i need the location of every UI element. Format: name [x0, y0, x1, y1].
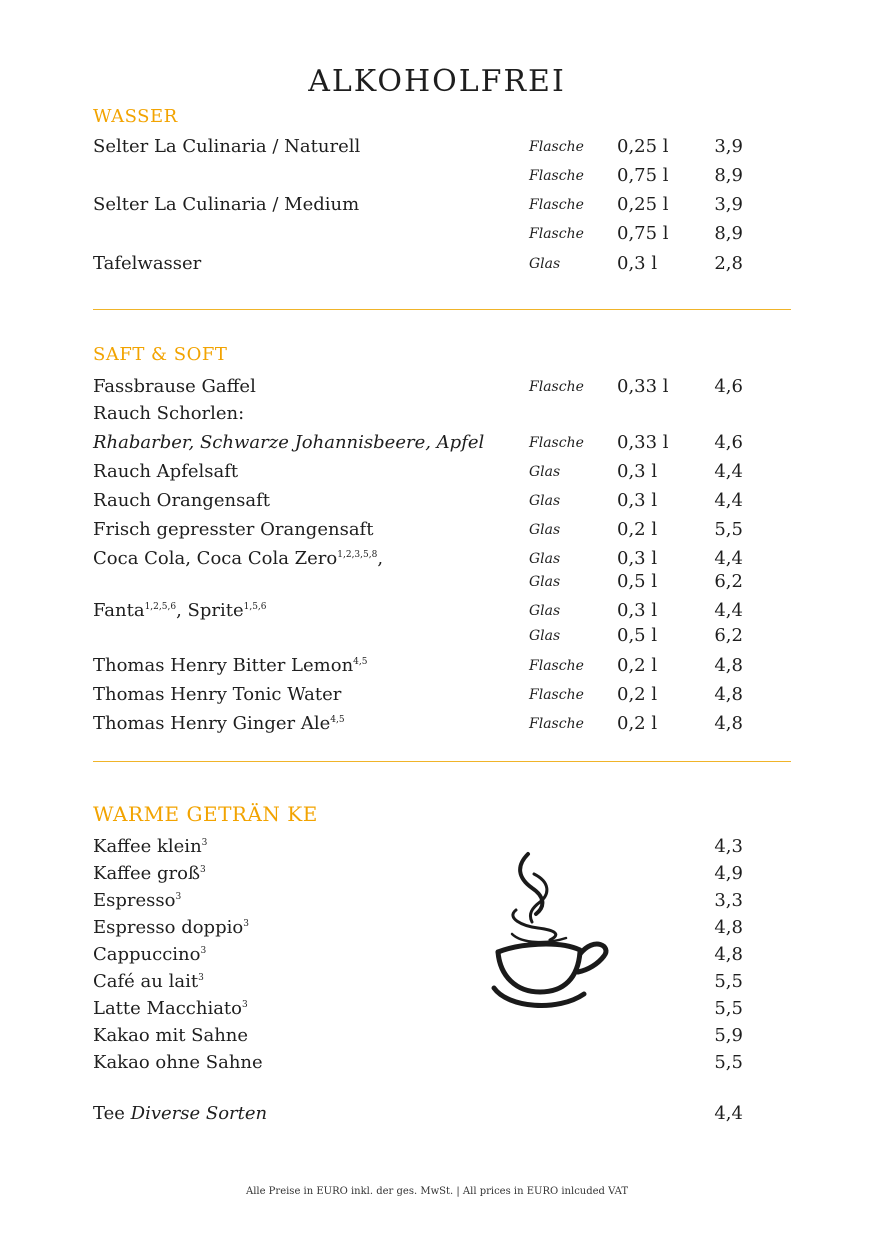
additive-footnote: 1,2,5,6	[144, 602, 177, 612]
item-container: Glas	[529, 522, 561, 538]
additive-footnote: 4,5	[353, 657, 368, 667]
item-name-suffix: ,	[377, 548, 384, 569]
item-name-group	[93, 890, 181, 911]
additive-footnote: 3	[243, 919, 249, 929]
menu-item	[0, 403, 874, 429]
item-container: Flasche	[529, 658, 584, 674]
item-price: 5,9	[714, 1025, 743, 1046]
item-name: Kakao ohne Sahne	[93, 1052, 263, 1073]
section-heading-wasser: WASSER	[93, 106, 178, 127]
additive-footnote: 3	[242, 1000, 248, 1010]
item-name: Kakao mit Sahne	[93, 1025, 249, 1046]
item-name: Tafelwasser	[93, 253, 202, 274]
menu-item	[0, 490, 874, 516]
menu-item	[0, 571, 874, 597]
menu-item	[0, 165, 874, 191]
item-volume: 0,3 l	[617, 600, 658, 621]
menu-item	[0, 1052, 874, 1078]
item-name-group	[93, 998, 248, 1019]
item-volume: 0,75 l	[617, 165, 669, 186]
menu-item	[0, 223, 874, 249]
item-name: Thomas Henry Bitter Lemon	[93, 655, 354, 676]
section-divider	[93, 761, 791, 762]
item-price: 3,3	[714, 890, 743, 911]
item-price: 4,4	[714, 1103, 743, 1124]
menu-item	[0, 461, 874, 487]
menu-item	[0, 917, 874, 943]
item-volume: 0,3 l	[617, 461, 658, 482]
item-container: Flasche	[529, 435, 584, 451]
item-name-group	[93, 600, 267, 621]
item-price: 8,9	[714, 223, 743, 244]
item-volume: 0,3 l	[617, 490, 658, 511]
item-name: Kaffee klein	[93, 836, 202, 857]
menu-item	[0, 600, 874, 626]
item-name: Rauch Apfelsaft	[93, 461, 239, 482]
menu-item	[0, 519, 874, 545]
item-name-group	[93, 1103, 267, 1124]
item-container: Flasche	[529, 168, 584, 184]
menu-item	[0, 944, 874, 970]
item-name-group	[93, 713, 345, 734]
menu-item	[0, 655, 874, 681]
additive-footnote: 3	[200, 946, 207, 956]
footer-note: Alle Preise in EURO inkl. der ges. MwSt. | All prices in EURO inlcuded VAT	[245, 1186, 629, 1197]
item-price: 4,4	[714, 600, 743, 621]
item-volume: 0,3 l	[617, 548, 658, 569]
item-price: 4,9	[714, 863, 743, 884]
item-container: Flasche	[529, 226, 584, 242]
item-name-group	[93, 655, 368, 676]
item-container: Flasche	[529, 716, 584, 732]
menu-item	[0, 684, 874, 710]
item-name: Fanta	[93, 600, 145, 621]
item-container: Glas	[529, 574, 561, 590]
item-container: Flasche	[529, 197, 584, 213]
item-price: 4,8	[714, 944, 743, 965]
item-name: Thomas Henry Tonic Water	[93, 684, 342, 705]
item-name: Thomas Henry Ginger Ale	[93, 713, 331, 734]
item-name: Selter La Culinaria / Medium	[93, 194, 360, 215]
item-name: Rauch Orangensaft	[93, 490, 271, 511]
item-name-second: , Sprite	[176, 600, 244, 621]
item-price: 5,5	[714, 971, 743, 992]
item-name: Tee	[93, 1103, 125, 1124]
menu-item	[0, 432, 874, 458]
item-container: Flasche	[529, 139, 584, 155]
item-name: Fassbrause Gaffel	[93, 376, 256, 397]
section-divider	[93, 309, 791, 310]
item-volume: 0,25 l	[617, 136, 669, 157]
additive-footnote: 3	[201, 838, 208, 848]
item-volume: 0,2 l	[617, 655, 658, 676]
menu-item	[0, 998, 874, 1024]
item-name: Espresso doppio	[93, 917, 244, 938]
item-container: Glas	[529, 464, 561, 480]
item-name: Café au lait	[93, 971, 199, 992]
item-volume: 0,5 l	[617, 571, 658, 592]
item-name: Rhabarber, Schwarze Johannisbeere, Apfel	[93, 432, 485, 453]
item-name-group	[93, 917, 249, 938]
additive-footnote: 4,5	[330, 715, 345, 725]
item-price: 4,8	[714, 713, 743, 734]
item-volume: 0,75 l	[617, 223, 669, 244]
item-price: 4,6	[714, 432, 743, 453]
item-container: Flasche	[529, 379, 584, 395]
item-name-group	[93, 944, 206, 965]
menu-item	[0, 625, 874, 651]
item-volume: 0,33 l	[617, 376, 669, 397]
item-name-group	[93, 971, 204, 992]
item-name: Coca Cola, Coca Cola Zero	[93, 548, 338, 569]
item-volume: 0,3 l	[617, 253, 658, 274]
item-price: 5,5	[714, 519, 743, 540]
item-volume: 0,25 l	[617, 194, 669, 215]
item-price: 4,4	[714, 461, 743, 482]
item-container: Glas	[529, 493, 561, 509]
item-name-group	[93, 548, 383, 569]
item-name: Espresso	[93, 890, 176, 911]
menu-item	[0, 971, 874, 997]
item-volume: 0,2 l	[617, 684, 658, 705]
page-title: ALKOHOLFREI	[308, 64, 566, 100]
item-volume: 0,2 l	[617, 713, 658, 734]
item-container: Glas	[529, 256, 561, 272]
item-container: Glas	[529, 603, 561, 619]
additive-footnote: 1,2,3,5,8	[337, 550, 378, 560]
section-heading-saft-soft: SAFT & SOFT	[93, 344, 228, 365]
section-heading-warme-getraenke: WARME GETRÄN KE	[93, 802, 318, 826]
item-volume: 0,33 l	[617, 432, 669, 453]
item-volume: 0,5 l	[617, 625, 658, 646]
additive-footnote: 1,5,6	[243, 602, 267, 612]
item-name-group	[93, 863, 206, 884]
item-price: 4,8	[714, 655, 743, 676]
coffee-cup-icon	[488, 848, 613, 1018]
item-variety: Diverse Sorten	[130, 1103, 268, 1124]
additive-footnote: 3	[198, 973, 204, 983]
item-name-group	[93, 836, 207, 857]
additive-footnote: 3	[199, 865, 206, 875]
item-name: Kaffee groß	[93, 863, 200, 884]
item-price: 8,9	[714, 165, 743, 186]
item-price: 5,5	[714, 998, 743, 1019]
item-container: Flasche	[529, 687, 584, 703]
item-price: 6,2	[714, 625, 743, 646]
item-name: Selter La Culinaria / Naturell	[93, 136, 361, 157]
item-price: 3,9	[714, 136, 743, 157]
item-volume: 0,2 l	[617, 519, 658, 540]
item-container: Glas	[529, 628, 561, 644]
item-name: Frisch gepresster Orangensaft	[93, 519, 374, 540]
item-name: Rauch Schorlen:	[93, 403, 245, 424]
item-price: 4,3	[714, 836, 743, 857]
item-price: 4,8	[714, 684, 743, 705]
item-price: 4,8	[714, 917, 743, 938]
item-price: 3,9	[714, 194, 743, 215]
item-price: 4,4	[714, 548, 743, 569]
item-name: Cappuccino	[93, 944, 201, 965]
menu-item	[0, 194, 874, 220]
item-name: Latte Macchiato	[93, 998, 243, 1019]
menu-item	[0, 1025, 874, 1051]
menu-item-tea	[0, 1103, 874, 1129]
item-price: 4,6	[714, 376, 743, 397]
item-price: 4,4	[714, 490, 743, 511]
item-price: 6,2	[714, 571, 743, 592]
menu-item	[0, 863, 874, 889]
menu-item	[0, 136, 874, 162]
menu-item	[0, 253, 874, 279]
menu-item	[0, 376, 874, 402]
item-price: 2,8	[714, 253, 743, 274]
additive-footnote: 3	[175, 892, 182, 902]
menu-item	[0, 713, 874, 739]
menu-item	[0, 890, 874, 916]
menu-item	[0, 836, 874, 862]
item-container: Glas	[529, 551, 561, 567]
item-price: 5,5	[714, 1052, 743, 1073]
